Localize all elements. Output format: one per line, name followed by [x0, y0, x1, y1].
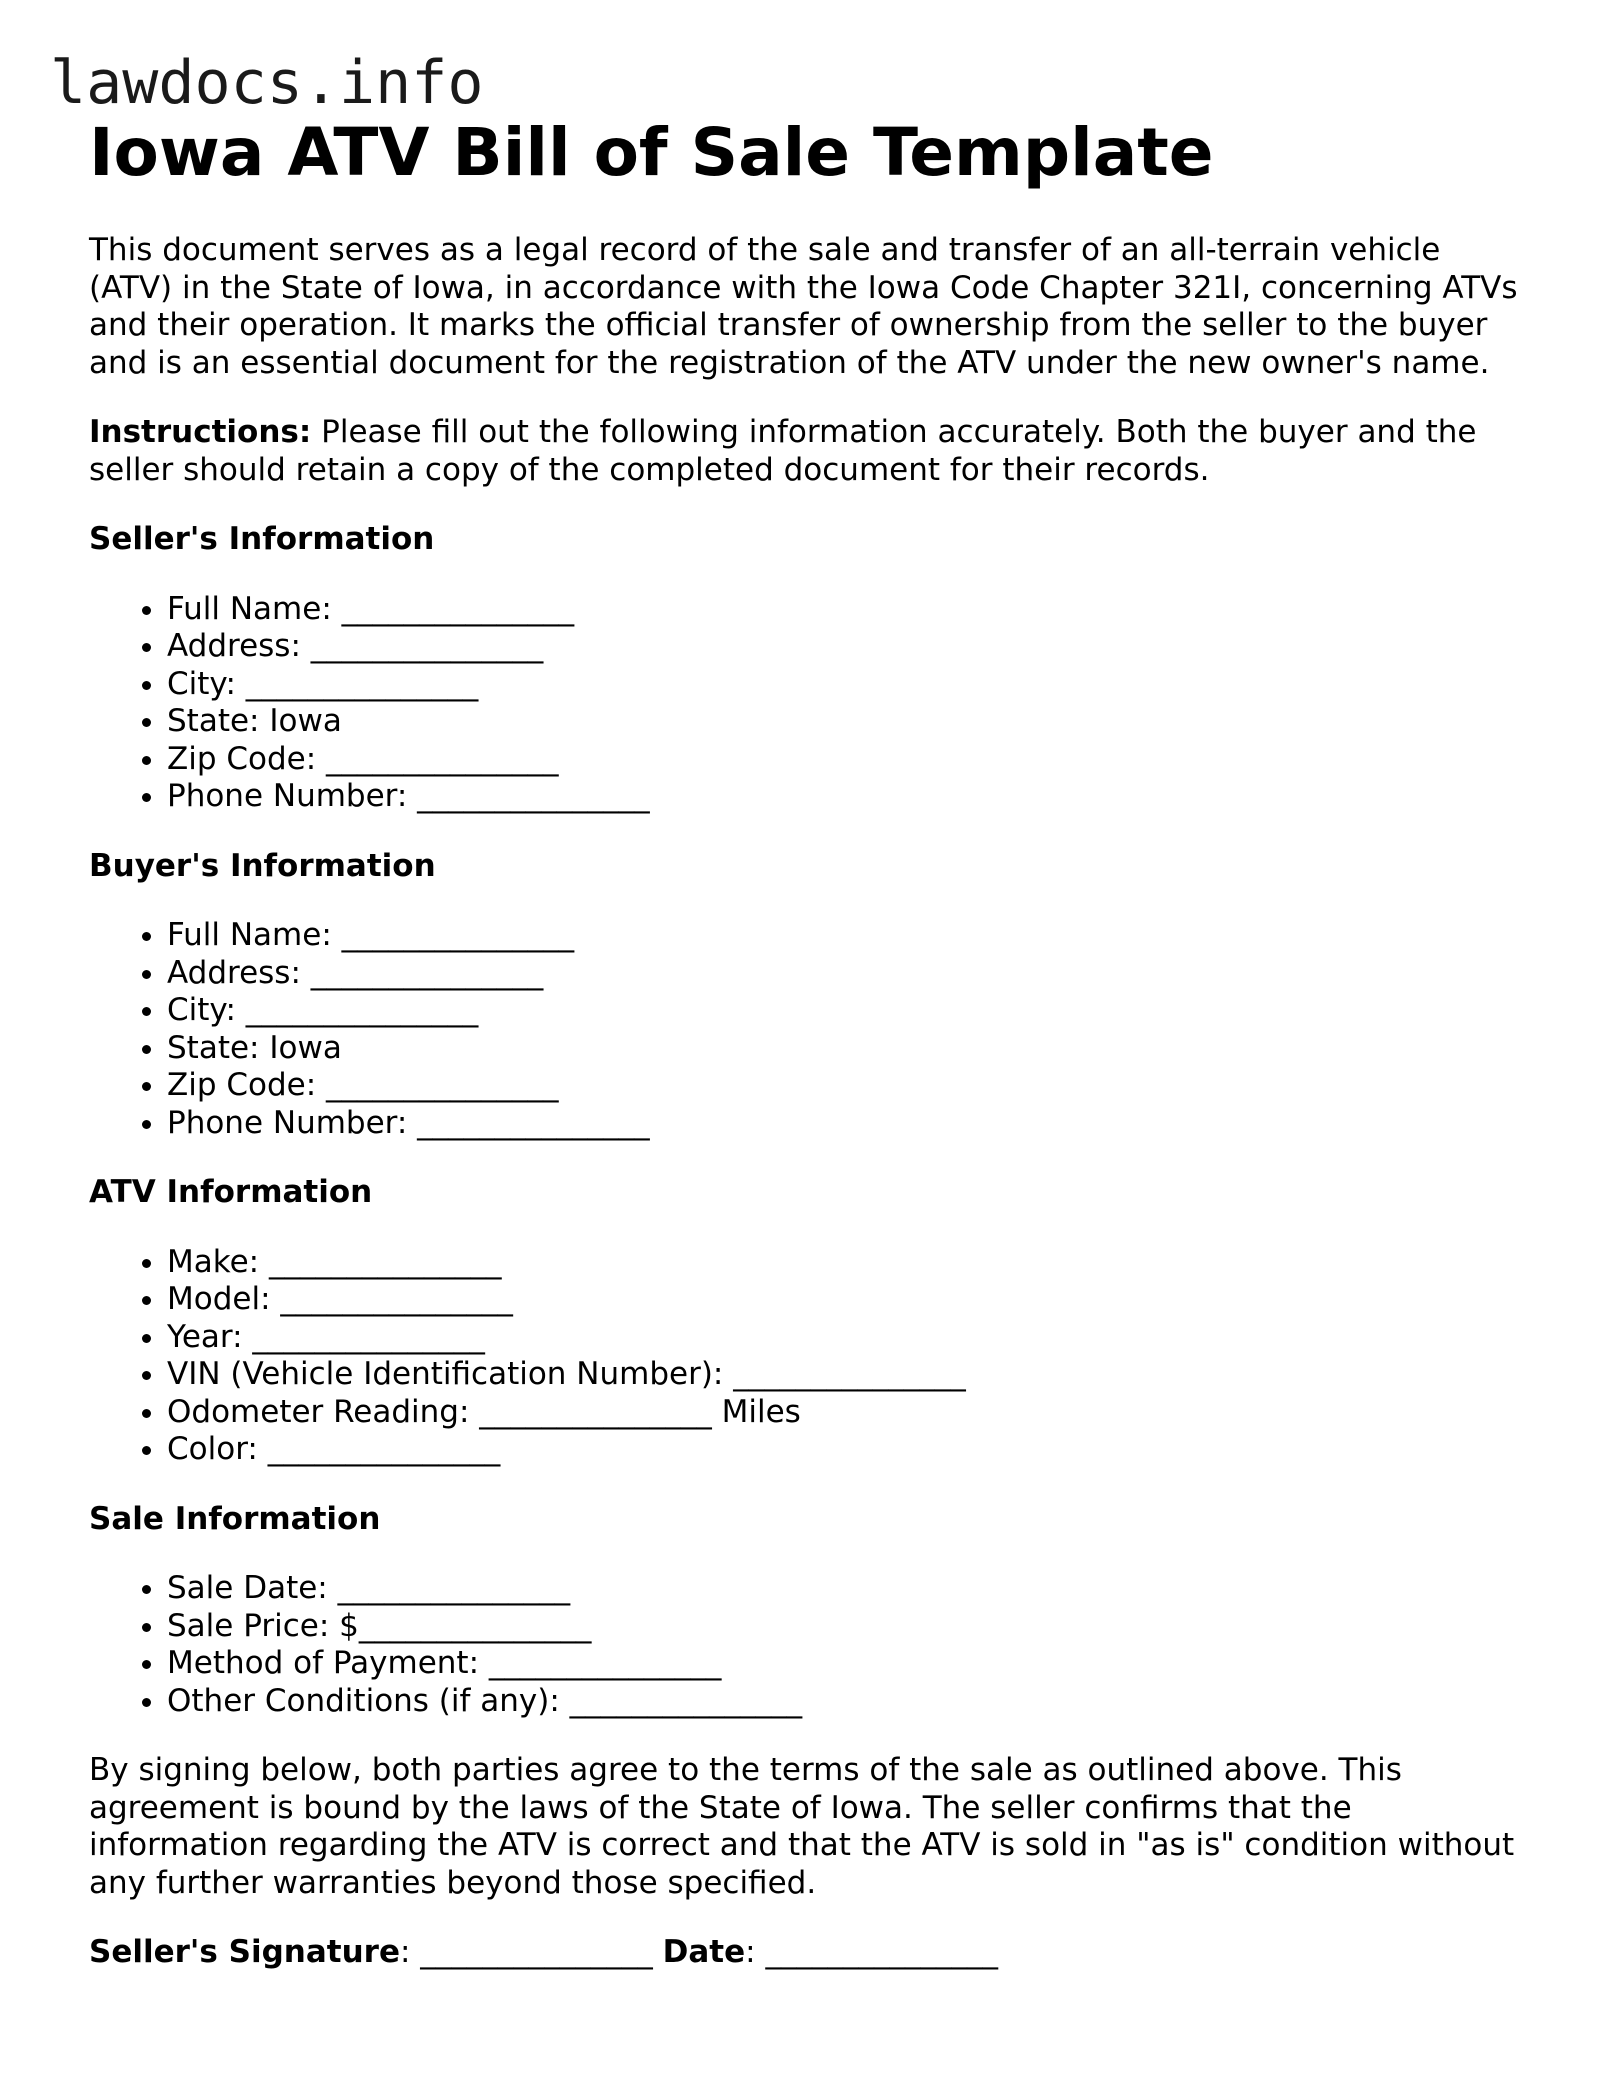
date-label: Date: [662, 1934, 746, 1970]
atv-model-field: • Model: _______________: [167, 1281, 1529, 1319]
buyer-state-field: • State: Iowa: [167, 1030, 1529, 1068]
atv-info-list: [89, 1244, 1529, 1469]
instructions-label: Instructions:: [89, 414, 312, 450]
intro-paragraph: This document serves as a legal record of the sale and transfer of an all-terrain vehicle (ATV) in the State of Iowa, in accordance with the Iowa Code Chapter 321I, concerning ATVs and their operation. It marks the official transfer of ownership from the seller to the buyer and is an essential document for the registration of the ATV under the new owner's name.: [89, 232, 1518, 381]
seller-info-list: [89, 591, 1529, 816]
closing-paragraph: By signing below, both parties agree to the terms of the sale as outlined above. This agreement is bound by the laws of the State of Iowa. The seller confirms that the information regarding the ATV is correct and that the ATV is sold in "as is" condition without any further warranties beyond those specified.: [89, 1752, 1515, 1901]
atv-year-field: • Year: _______________: [167, 1319, 1529, 1357]
date-blank: : _______________: [745, 1934, 998, 1970]
atv-color-field: • Color: _______________: [167, 1431, 1529, 1469]
other-conditions-field: • Other Conditions (if any): _______________: [167, 1683, 1529, 1721]
atv-make-field: • Make: _______________: [167, 1244, 1529, 1282]
seller-info-heading: Seller's Information: [89, 521, 435, 557]
sale-price-field: • Sale Price: $_______________: [167, 1608, 1529, 1646]
sale-date-field: • Sale Date: _______________: [167, 1570, 1529, 1608]
atv-info-heading: ATV Information: [89, 1174, 373, 1210]
payment-method-field: • Method of Payment: _______________: [167, 1645, 1529, 1683]
sale-info-list: [89, 1570, 1529, 1720]
buyer-info-heading: Buyer's Information: [89, 847, 436, 884]
seller-signature-line: [89, 1934, 1529, 1972]
instructions-paragraph: [89, 414, 1529, 489]
buyer-address-field: • Address: _______________: [167, 955, 1529, 993]
atv-vin-field: • VIN (Vehicle Identification Number): _______________: [167, 1356, 1529, 1394]
seller-address-field: • Address: _______________: [167, 628, 1529, 666]
seller-signature-label: Seller's Signature: [89, 1934, 400, 1970]
seller-zip-field: • Zip Code: _______________: [167, 741, 1529, 779]
buyer-city-field: • City: _______________: [167, 992, 1529, 1030]
seller-phone-field: • Phone Number: _______________: [167, 778, 1529, 816]
buyer-zip-field: • Zip Code: _______________: [167, 1067, 1529, 1105]
buyer-full-name-field: • Full Name: _______________: [167, 917, 1529, 955]
seller-signature-blank: : _______________: [399, 1934, 663, 1970]
seller-full-name-field: • Full Name: _______________: [167, 591, 1529, 629]
buyer-info-list: [89, 917, 1529, 1142]
site-watermark: lawdocs.info: [50, 48, 484, 118]
instructions-text: Please fill out the following information accurately. Both the buyer and the seller should retain a copy of the completed document for their records.: [89, 414, 1477, 488]
document-body: [89, 112, 1529, 1972]
buyer-phone-field: • Phone Number: _______________: [167, 1105, 1529, 1143]
atv-odometer-field: • Odometer Reading: _______________ Miles: [167, 1394, 1529, 1432]
seller-city-field: • City: _______________: [167, 666, 1529, 704]
document-title: Iowa ATV Bill of Sale Template: [89, 114, 1214, 191]
sale-info-heading: Sale Information: [89, 1500, 381, 1537]
seller-state-field: • State: Iowa: [167, 703, 1529, 741]
